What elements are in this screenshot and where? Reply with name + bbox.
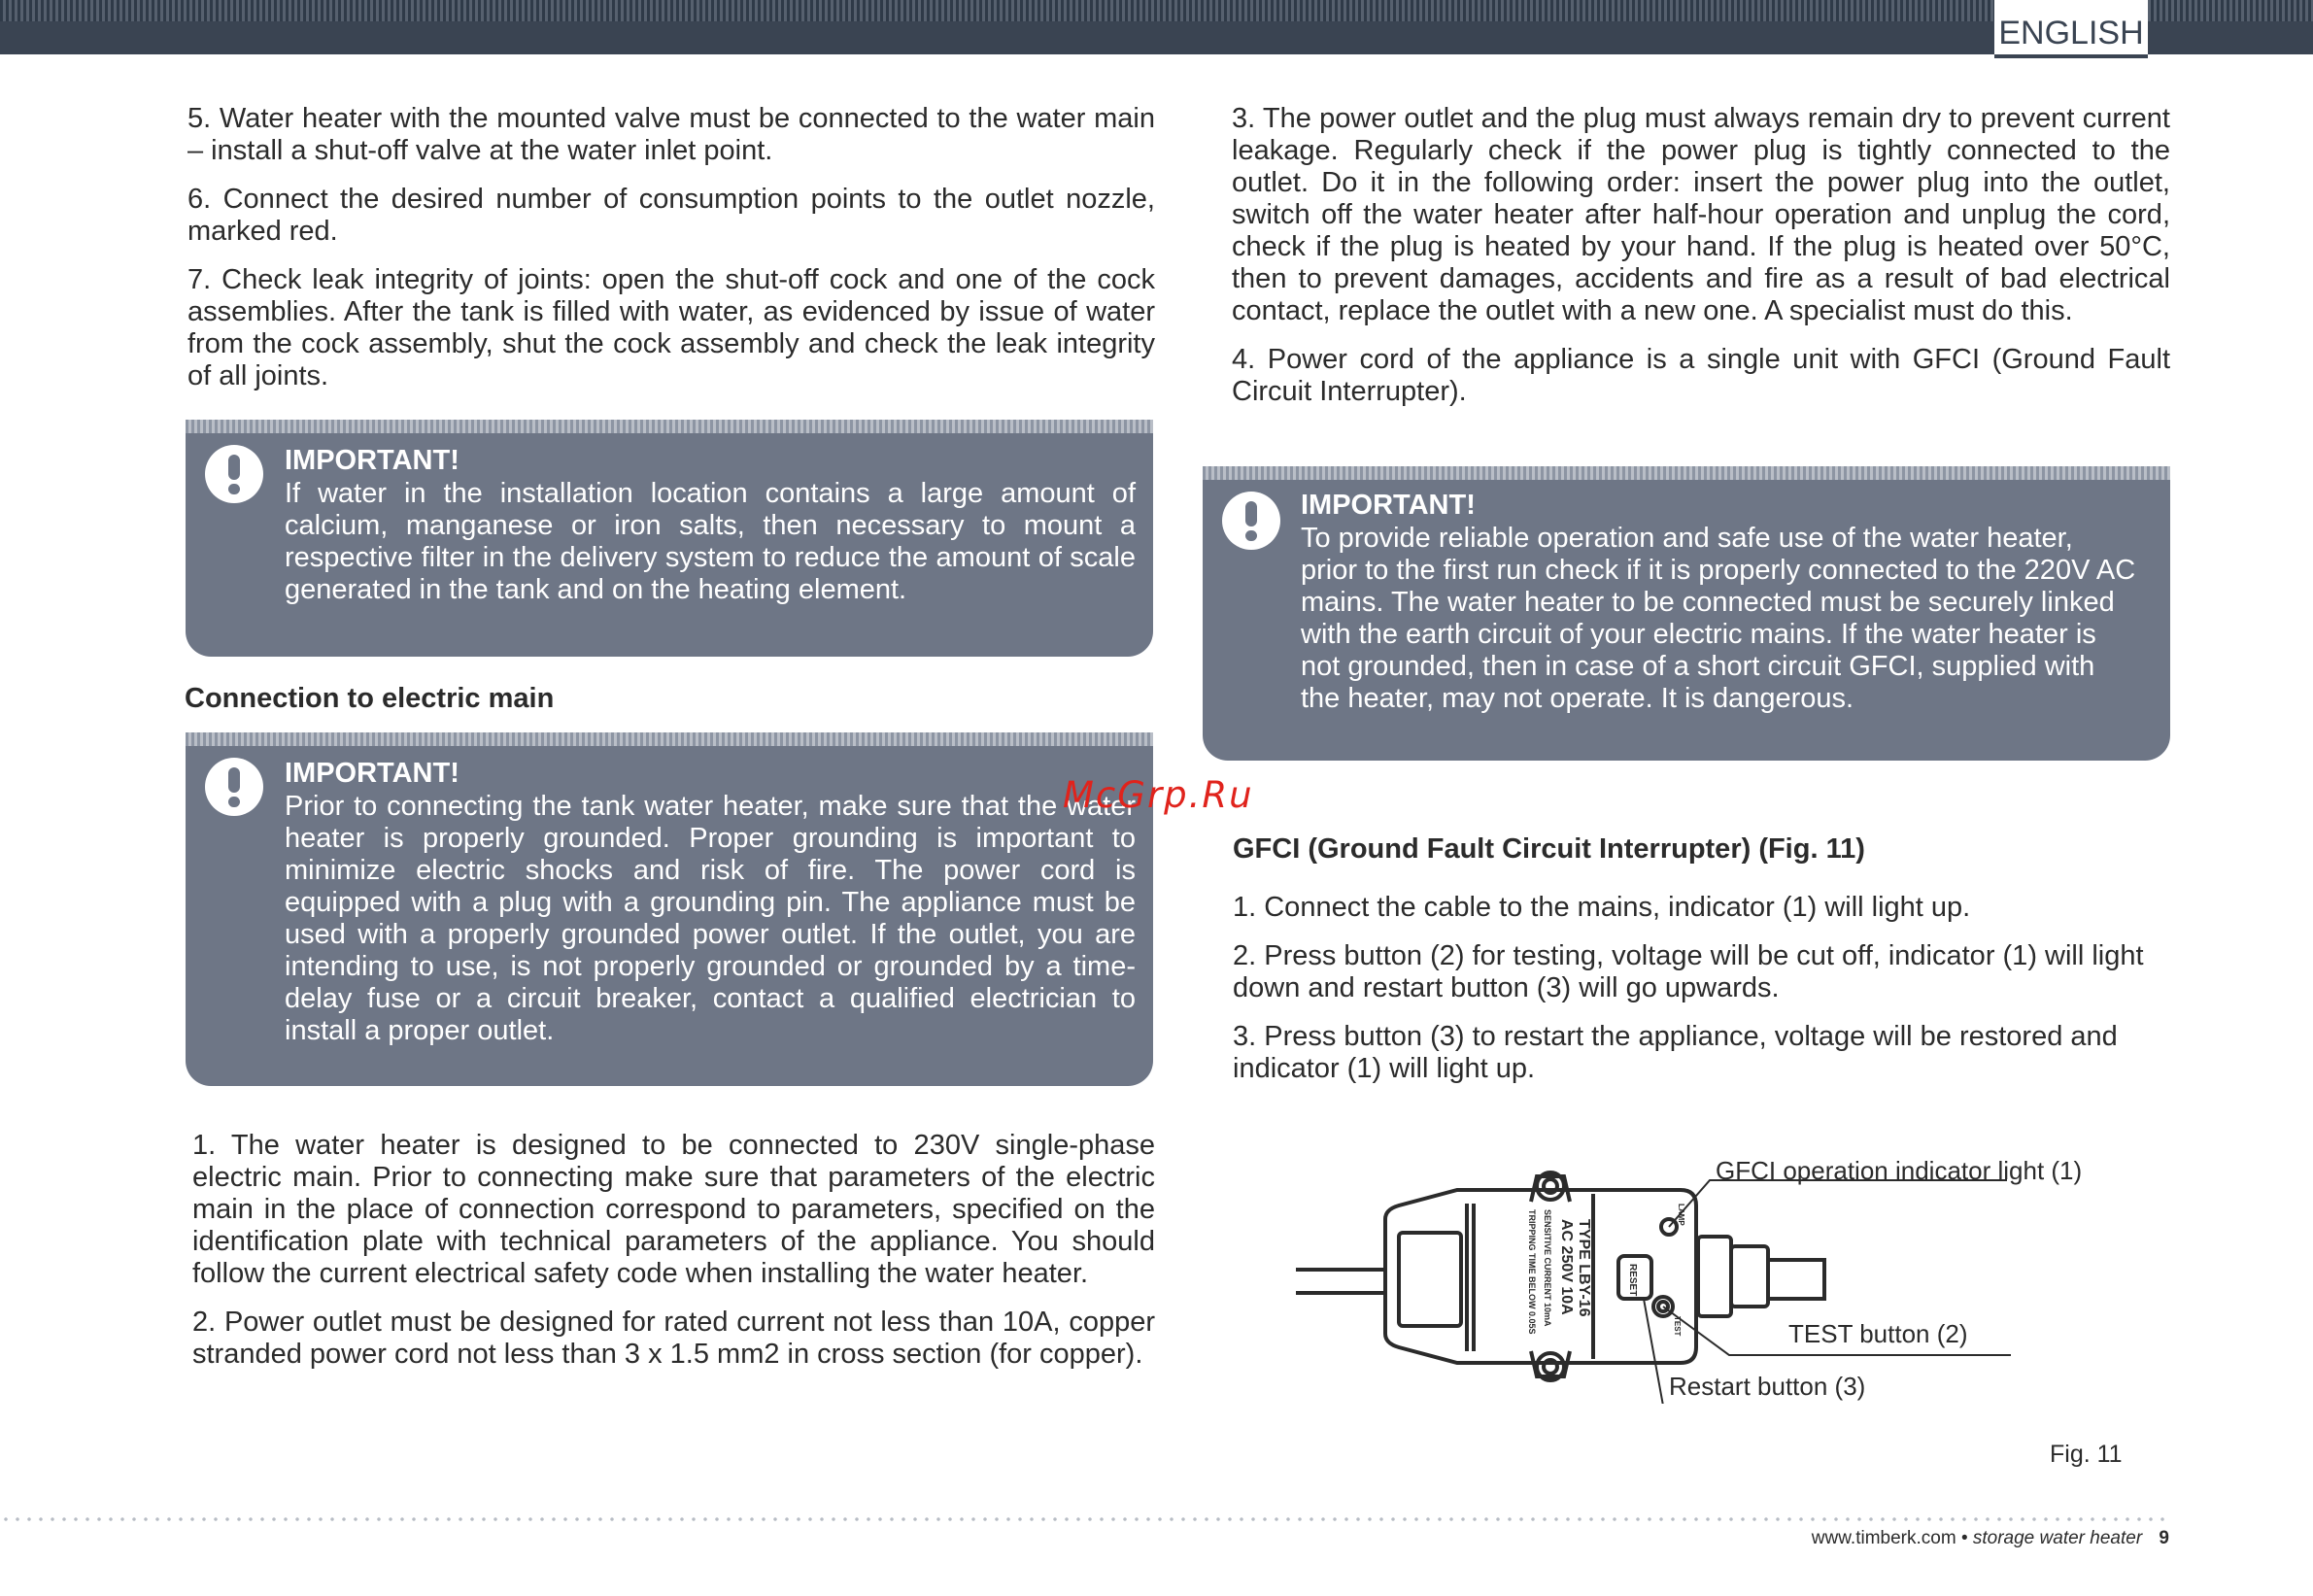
device-current-text: SENSITIVE CURRENT 10mA [1543, 1209, 1552, 1327]
step-6: 6. Connect the desired number of consumption points to the outlet nozzle, marked red. [187, 184, 1155, 247]
important-text: Prior to connecting the tank water heater, make sure that the water heater is properly grounded. Proper grounding is important to minimize electric shocks and risk of fire. The power cord is equipped with a plug with a grounding pin. The appliance must be used with a properly grounded power outlet. If the outlet, you are intending to use, is not properly grounded or grounded by a time-delay fuse or a circuit breaker, contact a qualified electrician to install a proper outlet. [285, 791, 1136, 1046]
figure-caption: Fig. 11 [2050, 1441, 2123, 1468]
language-label: ENGLISH [1994, 0, 2148, 58]
important-text: If water in the installation location contains a large amount of calcium, manganese or iron salts, then necessary to mount a respective filter in the delivery system to reduce the amount of scale generated in the tank and on the heating element. [285, 478, 1136, 605]
important-title: IMPORTANT! [1301, 490, 1476, 521]
electric-step-3: 3. The power outlet and the plug must always remain dry to prevent current leakage. Regularly check if the power plug is tightly connected to the outlet. Do it in the following order: insert the power plug into the outlet, switch off the water heater after half-hour operation and unplug the cord, check if the plug is heated by your hand. If the plug is heated over 50°C, then to prevent damages, accidents and fire as a result of bad electrical contact, replace the outlet with a new one. A specialist must do this. [1232, 103, 2170, 326]
test-label: TEST [1673, 1316, 1682, 1337]
indicator-light-label: GFCI operation indicator light (1) [1716, 1156, 2083, 1185]
test-button-label: TEST button (2) [1788, 1319, 1968, 1348]
power-outlet-steps [1232, 103, 2170, 424]
footer-dotted-divider [0, 1517, 2169, 1521]
gfci-step-3: 3. Press button (3) to restart the appliance, voltage will be restored and indicator (1) will light up. [1233, 1021, 2118, 1084]
footer-description: storage water heater [1972, 1528, 2143, 1548]
important-box-grounding [186, 732, 1153, 1086]
device-rating-text: AC 250V 10A [1558, 1219, 1575, 1315]
important-box-filter [186, 420, 1153, 657]
footer-separator: • [1960, 1528, 1968, 1548]
gfci-device-figure [1292, 1161, 2011, 1404]
important-title: IMPORTANT! [285, 758, 459, 789]
device-type-text: TYPE LBY-16 [1576, 1219, 1592, 1317]
important-box-earthing [1203, 466, 2170, 761]
installation-steps [187, 103, 1155, 409]
restart-button-label: Restart button (3) [1669, 1372, 1866, 1401]
electric-steps [192, 1130, 1155, 1387]
gfci-step-2: 2. Press button (2) for testing, voltage will be cut off, indicator (1) will light down and restart button (3) will go upwards. [1233, 940, 2144, 1003]
electric-step-4: 4. Power cord of the appliance is a single unit with GFCI (Ground Fault Circuit Interrupter). [1232, 344, 2170, 407]
exclamation-icon [205, 758, 263, 816]
footer-site-link[interactable]: www.timberk.com [1811, 1528, 1956, 1548]
watermark: McGrp.Ru [1063, 774, 1254, 816]
device-time-text: TRIPPING TIME BELOW 0.05S [1527, 1209, 1537, 1335]
electric-step-2: 2. Power outlet must be designed for rated current not less than 10A, copper stranded power cord not less than 3 x 1.5 mm2 in cross section (for copper). [192, 1307, 1155, 1370]
section-heading-gfci: GFCI (Ground Fault Circuit Interrupter) (Fig. 11) [1233, 833, 1865, 865]
step-5: 5. Water heater with the mounted valve must be connected to the water main – install a shut-off valve at the water inlet point. [187, 103, 1155, 166]
important-text: To provide reliable operation and safe use of the water heater, prior to the first run check if it is properly connected to the 220V AC mains. The water heater to be connected must be securely linked with the earth circuit of your electric mains. If the water heater is not grounded, then in case of a short circuit GFCI, supplied with the heater, may not operate. It is dangerous. [1301, 523, 2136, 714]
exclamation-icon [205, 445, 263, 503]
reset-label: RESET [1627, 1264, 1638, 1297]
top-decorative-bar [0, 0, 2313, 54]
gfci-step-1: 1. Connect the cable to the mains, indicator (1) will light up. [1233, 892, 1971, 923]
important-title: IMPORTANT! [285, 445, 459, 476]
section-heading-connection: Connection to electric main [185, 683, 555, 714]
electric-step-1: 1. The water heater is designed to be connected to 230V single-phase electric main. Prior to connecting make sure that parameters of the electric main in the place of connection correspond to parameters, specified on the identification plate with technical parameters of the appliance. You should follow the current electrical safety code when installing the water heater. [192, 1130, 1155, 1289]
exclamation-icon [1222, 492, 1280, 550]
lamp-label: LAMP [1677, 1204, 1685, 1226]
step-7: 7. Check leak integrity of joints: open the shut-off cock and one of the cock assemblies. After the tank is filled with water, as evidenced by issue of water from the cock assembly, shut the cock assembly and check the leak integrity of all joints. [187, 264, 1155, 391]
gfci-steps [1233, 892, 2170, 1102]
page-footer [1812, 1528, 2169, 1549]
page-number: 9 [2159, 1528, 2169, 1548]
